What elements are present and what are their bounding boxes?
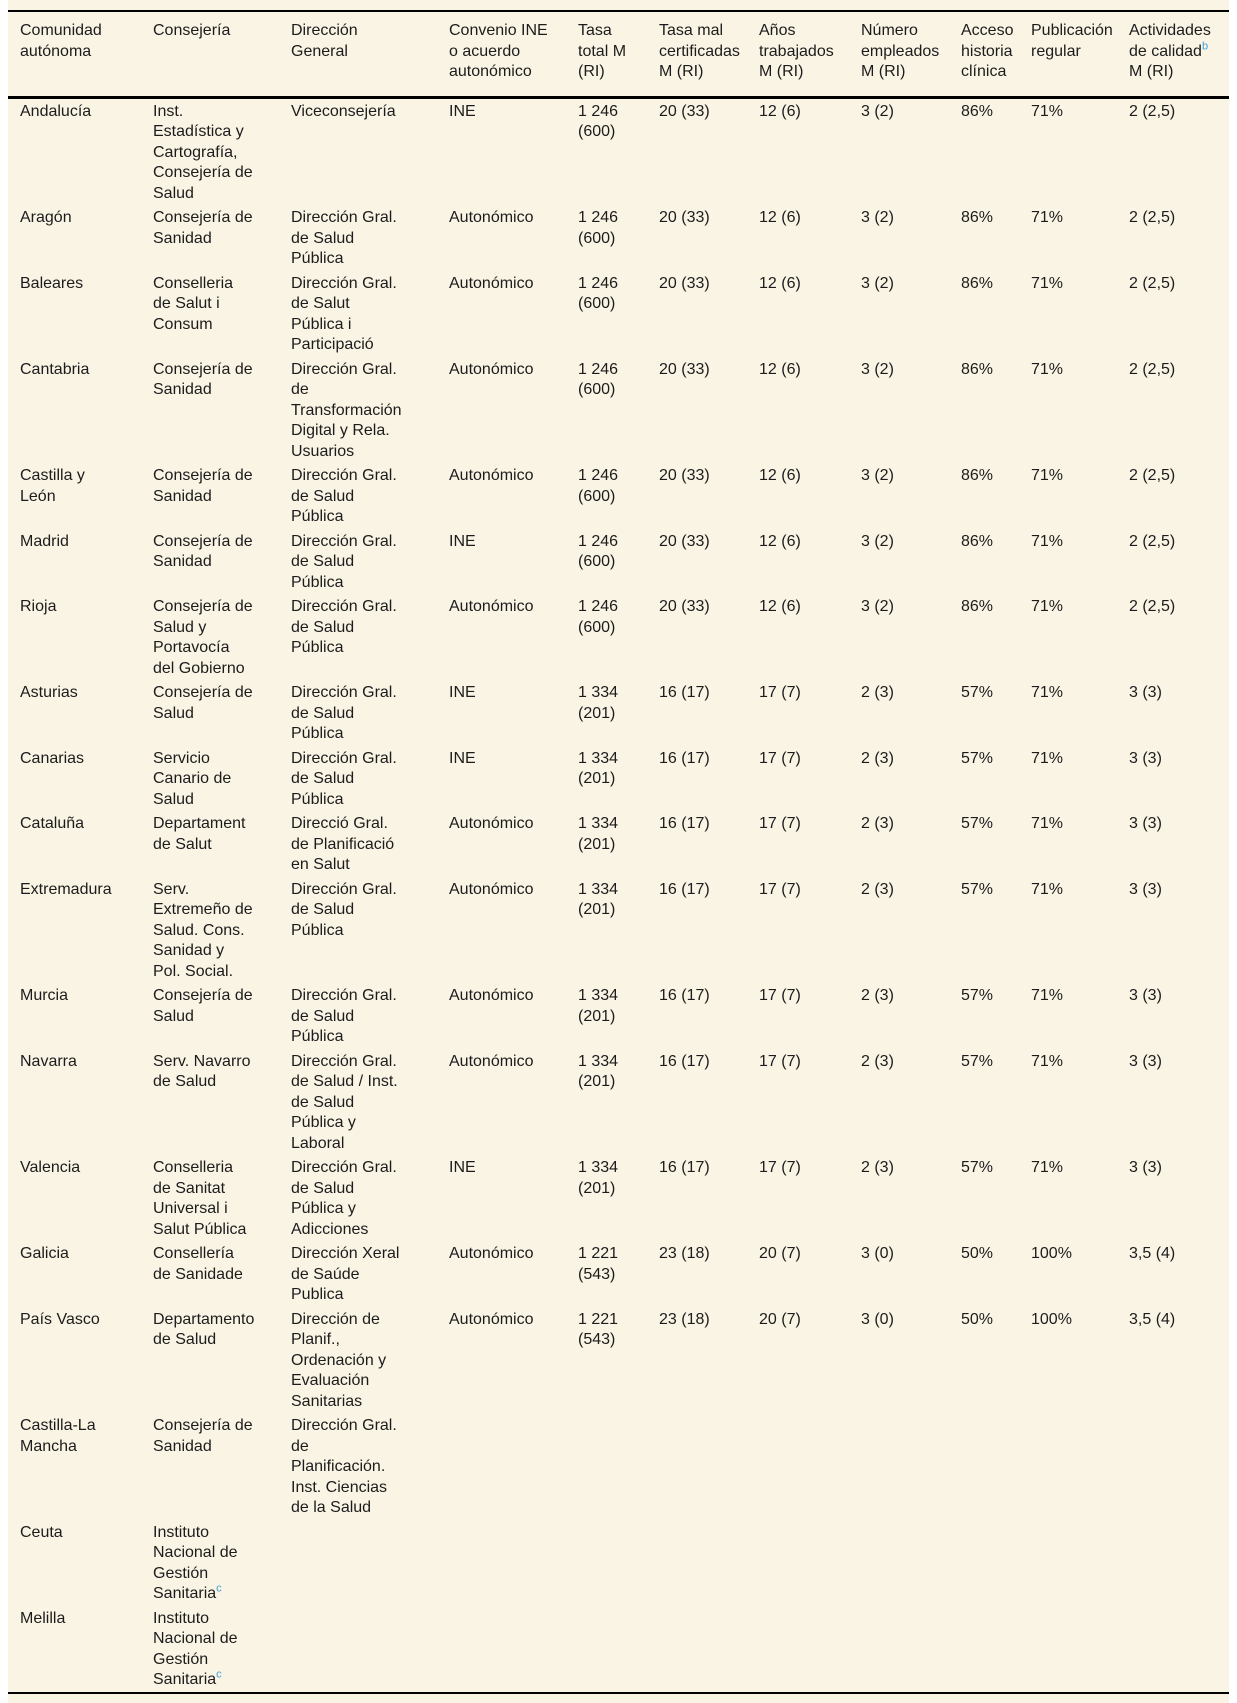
cell-acceso-historia: 86%: [961, 467, 994, 484]
cell-anos-trabajados: 20 (7): [759, 1310, 801, 1328]
cell-anos-trabajados: 17 (7): [759, 749, 801, 767]
cell-comunidad: Aragón: [20, 209, 72, 226]
cell-consejeria: [152, 97, 290, 205]
cell-tasa-mal-certificadas: [658, 1606, 758, 1693]
cell-convenio: Autonómico: [449, 987, 534, 1004]
cell-convenio: Autonómico: [449, 360, 534, 378]
cell-consejeria: [152, 1307, 290, 1414]
cell-direccion-general: [290, 1520, 448, 1606]
header-row: [8, 11, 1229, 97]
cell-comunidad: Canarias: [20, 749, 85, 767]
cell-direccion-general: Direcció Gral. de Planificació en Salut: [291, 815, 395, 873]
cell-comunidad: Melilla: [20, 1609, 66, 1627]
footnote-ref-c: c: [216, 1668, 222, 1681]
cell-numero-empleados: 3 (2): [861, 360, 894, 378]
cell-acceso-historia: 86%: [961, 532, 994, 550]
cell-consejeria: [152, 680, 290, 746]
table-row: [8, 357, 1229, 464]
cell-consejeria: [152, 1413, 290, 1520]
cell-anos-trabajados: 17 (7): [759, 1052, 801, 1070]
cell-comunidad: Ceuta: [20, 1523, 63, 1541]
cell-comunidad: País Vasco: [20, 1310, 100, 1328]
cell-comunidad: Baleares: [20, 274, 84, 292]
cell-consejeria-text: Consejería de Sanidad: [153, 1417, 253, 1455]
cell-consejeria-text: Consellería de Sanidade: [153, 1245, 243, 1283]
cell-acceso-historia: 57%: [961, 987, 994, 1004]
cell-tasa-mal-certificadas: 20 (33): [659, 467, 710, 484]
statistics-table: [8, 10, 1229, 1694]
cell-actividades-calidad: 2 (2,5): [1129, 598, 1176, 615]
cell-consejeria-text: Instituto Nacional de Gestión Sanitaria: [153, 1523, 238, 1602]
cell-comunidad: Cataluña: [20, 815, 85, 832]
cell-acceso-historia: 57%: [961, 1052, 994, 1070]
cell-consejeria: [152, 877, 290, 984]
table-row: [8, 1155, 1229, 1241]
cell-consejeria: [152, 1241, 290, 1307]
cell-tasa-total: 1 221 (543): [578, 1310, 619, 1348]
cell-tasa-mal-certificadas: 16 (17): [659, 749, 710, 767]
cell-publicacion-regular: 71%: [1031, 102, 1064, 120]
cell-numero-empleados: 2 (3): [861, 1052, 894, 1070]
cell-publicacion-regular: 71%: [1031, 360, 1064, 378]
cell-actividades-calidad: 3 (3): [1129, 815, 1162, 832]
footnote-ref-b: b: [1201, 40, 1209, 53]
cell-tasa-mal-certificadas: 20 (33): [659, 532, 710, 550]
cell-numero-empleados: 2 (3): [861, 815, 894, 832]
cell-direccion-general: Dirección Xeral de Saúde Publica: [291, 1245, 400, 1303]
cell-publicacion-regular: 100%: [1031, 1245, 1072, 1262]
cell-convenio: Autonómico: [449, 209, 534, 226]
cell-tasa-mal-certificadas: 20 (33): [659, 102, 710, 120]
cell-consejeria: [152, 529, 290, 595]
cell-acceso-historia: [960, 1413, 1030, 1520]
cell-consejeria: [152, 271, 290, 357]
cell-comunidad: Valencia: [20, 1159, 81, 1176]
cell-acceso-historia: 86%: [961, 102, 994, 120]
cell-consejeria-text: Consejería de Salud y Portavocía del Gobierno: [153, 598, 253, 677]
cell-numero-empleados: 3 (2): [861, 598, 894, 615]
cell-actividades-calidad: 3,5 (4): [1129, 1245, 1176, 1262]
cell-comunidad: Cantabria: [20, 360, 90, 378]
cell-numero-empleados: 2 (3): [861, 684, 894, 701]
table-row: [8, 1049, 1229, 1156]
cell-tasa-mal-certificadas: 16 (17): [659, 1159, 710, 1176]
column-header-numero-empleados: Número empleados M (RI): [860, 11, 960, 97]
cell-direccion-general: Dirección Gral. de Salud Pública: [291, 684, 397, 742]
cell-numero-empleados: 2 (3): [861, 749, 894, 767]
cell-actividades-calidad: [1128, 1606, 1229, 1693]
cell-anos-trabajados: [758, 1606, 860, 1693]
column-header-direccion-general: Dirección General: [290, 11, 448, 97]
cell-tasa-total: 1 246 (600): [578, 467, 619, 505]
cell-consejeria-text: Departamento de Salud: [153, 1310, 255, 1348]
cell-anos-trabajados: 12 (6): [759, 102, 801, 120]
cell-acceso-historia: [960, 1520, 1030, 1606]
cell-comunidad: Castilla y León: [20, 467, 85, 505]
cell-convenio: Autonómico: [449, 1052, 534, 1070]
cell-tasa-total: 1 246 (600): [578, 532, 619, 570]
cell-publicacion-regular: 71%: [1031, 815, 1064, 832]
cell-consejeria-text: Consejería de Sanidad: [153, 209, 253, 247]
table-row: [8, 463, 1229, 529]
cell-numero-empleados: [860, 1606, 960, 1693]
cell-comunidad: Extremadura: [20, 880, 112, 898]
cell-convenio: [448, 1413, 577, 1520]
cell-tasa-total: 1 334 (201): [578, 684, 619, 722]
cell-anos-trabajados: [758, 1413, 860, 1520]
cell-anos-trabajados: 12 (6): [759, 274, 801, 292]
cell-actividades-calidad: 3 (3): [1129, 880, 1162, 898]
cell-consejeria: [152, 1155, 290, 1241]
cell-tasa-total: 1 246 (600): [578, 102, 619, 140]
cell-convenio: Autonómico: [449, 1245, 534, 1262]
cell-tasa-mal-certificadas: 20 (33): [659, 209, 710, 226]
cell-publicacion-regular: 71%: [1031, 1159, 1064, 1176]
table-body: [8, 97, 1229, 1693]
cell-actividades-calidad: 3 (3): [1129, 684, 1162, 701]
cell-actividades-calidad: 2 (2,5): [1129, 274, 1176, 292]
cell-comunidad: Asturias: [20, 684, 78, 701]
cell-tasa-total: 1 334 (201): [578, 1052, 619, 1090]
cell-actividades-calidad: 3 (3): [1129, 1159, 1162, 1176]
cell-consejeria-text: Consejería de Sanidad: [153, 360, 253, 398]
footnote-ref-c: c: [216, 1582, 222, 1595]
cell-acceso-historia: [960, 1606, 1030, 1693]
cell-consejeria: [152, 1606, 290, 1693]
cell-anos-trabajados: 12 (6): [759, 209, 801, 226]
cell-numero-empleados: 2 (3): [861, 880, 894, 898]
cell-tasa-total: 1 334 (201): [578, 880, 619, 918]
cell-tasa-mal-certificadas: 16 (17): [659, 880, 710, 898]
cell-publicacion-regular: 71%: [1031, 598, 1064, 615]
cell-consejeria: [152, 357, 290, 464]
cell-actividades-calidad: 2 (2,5): [1129, 532, 1176, 550]
cell-publicacion-regular: [1030, 1606, 1128, 1693]
cell-consejeria: [152, 205, 290, 271]
cell-anos-trabajados: 20 (7): [759, 1245, 801, 1262]
cell-anos-trabajados: 12 (6): [759, 360, 801, 378]
cell-tasa-mal-certificadas: 16 (17): [659, 987, 710, 1004]
cell-convenio: INE: [449, 532, 476, 550]
cell-publicacion-regular: [1030, 1413, 1128, 1520]
column-header-convenio: Convenio INE o acuerdo autonómico: [448, 11, 577, 97]
table-row: [8, 983, 1229, 1049]
cell-actividades-calidad: 3 (3): [1129, 1052, 1162, 1070]
cell-tasa-total: 1 334 (201): [578, 987, 619, 1025]
cell-consejeria: [152, 983, 290, 1049]
cell-consejeria-text: Consejería de Salud: [153, 684, 253, 722]
cell-tasa-total: 1 221 (543): [578, 1245, 619, 1283]
table-row: [8, 877, 1229, 984]
cell-convenio: INE: [449, 684, 476, 701]
cell-direccion-general: Dirección Gral. de Salud Pública: [291, 598, 397, 656]
table-row: [8, 1307, 1229, 1414]
cell-consejeria-text: Departament de Salut: [153, 815, 246, 853]
table-row: [8, 594, 1229, 680]
statistics-table-container: [8, 0, 1229, 1703]
cell-publicacion-regular: 100%: [1031, 1310, 1072, 1328]
cell-consejeria: [152, 811, 290, 877]
cell-tasa-total: 1 334 (201): [578, 815, 619, 853]
table-header: [8, 11, 1229, 97]
cell-acceso-historia: 57%: [961, 815, 994, 832]
cell-tasa-mal-certificadas: 20 (33): [659, 598, 710, 615]
cell-direccion-general: Dirección Gral. de Salud Pública: [291, 749, 397, 808]
column-header-actividades-calidad: [1128, 11, 1229, 97]
cell-consejeria-text: Conselleria de Salut i Consum: [153, 274, 234, 333]
cell-actividades-calidad: [1128, 1520, 1229, 1606]
cell-acceso-historia: 86%: [961, 598, 994, 615]
cell-comunidad: Murcia: [20, 987, 69, 1004]
cell-actividades-calidad: 3 (3): [1129, 987, 1162, 1004]
cell-publicacion-regular: 71%: [1031, 467, 1064, 484]
cell-acceso-historia: 86%: [961, 274, 994, 292]
cell-tasa-mal-certificadas: 16 (17): [659, 1052, 710, 1070]
cell-consejeria: [152, 1049, 290, 1156]
cell-actividades-calidad: [1128, 1413, 1229, 1520]
cell-numero-empleados: [860, 1520, 960, 1606]
cell-comunidad: Castilla-La Mancha: [20, 1417, 96, 1455]
cell-actividades-calidad: 3,5 (4): [1129, 1310, 1176, 1328]
cell-convenio: Autonómico: [449, 880, 534, 898]
cell-anos-trabajados: 17 (7): [759, 880, 801, 898]
cell-numero-empleados: [860, 1413, 960, 1520]
cell-anos-trabajados: 12 (6): [759, 467, 801, 484]
cell-convenio: Autonómico: [449, 598, 534, 615]
cell-tasa-total: 1 246 (600): [578, 274, 619, 312]
cell-actividades-calidad: 2 (2,5): [1129, 467, 1176, 484]
cell-numero-empleados: 2 (3): [861, 1159, 894, 1176]
column-header-actividades-label: Actividades de calidad: [1129, 22, 1211, 60]
column-header-tasa-total: Tasa total M (RI): [577, 11, 658, 97]
cell-tasa-mal-certificadas: [658, 1520, 758, 1606]
cell-anos-trabajados: 17 (7): [759, 1159, 801, 1176]
table-row: [8, 1520, 1229, 1606]
cell-direccion-general: Dirección Gral. de Planificación. Inst. Ciencias de la Salud: [291, 1417, 397, 1516]
cell-direccion-general: Dirección Gral. de Salud Pública: [291, 209, 397, 267]
cell-comunidad: Galicia: [20, 1245, 69, 1262]
cell-publicacion-regular: 71%: [1031, 684, 1064, 701]
cell-tasa-mal-certificadas: [658, 1413, 758, 1520]
cell-numero-empleados: 2 (3): [861, 987, 894, 1004]
cell-direccion-general: Dirección Gral. de Salud Pública y Adicciones: [291, 1159, 397, 1238]
table-row: [8, 811, 1229, 877]
cell-tasa-total: 1 334 (201): [578, 749, 619, 787]
cell-consejeria-text: Servicio Canario de Salud: [153, 749, 232, 808]
cell-consejeria: [152, 746, 290, 812]
cell-convenio: Autonómico: [449, 815, 534, 832]
cell-consejeria-text: Serv. Navarro de Salud: [153, 1052, 251, 1090]
cell-tasa-total: 1 334 (201): [578, 1159, 619, 1197]
cell-convenio: Autonómico: [449, 467, 534, 484]
cell-tasa-total: 1 246 (600): [578, 598, 619, 636]
cell-direccion-general: [290, 1606, 448, 1693]
cell-anos-trabajados: 17 (7): [759, 987, 801, 1004]
cell-tasa-mal-certificadas: 20 (33): [659, 360, 710, 378]
cell-anos-trabajados: 17 (7): [759, 684, 801, 701]
cell-acceso-historia: 86%: [961, 360, 994, 378]
table-row: [8, 1413, 1229, 1520]
cell-publicacion-regular: 71%: [1031, 987, 1064, 1004]
cell-convenio: [448, 1606, 577, 1693]
cell-publicacion-regular: 71%: [1031, 749, 1064, 767]
table-row: [8, 680, 1229, 746]
column-header-acceso-historia: Acceso historia clínica: [960, 11, 1030, 97]
cell-comunidad: Rioja: [20, 598, 57, 615]
cell-tasa-total: [577, 1606, 658, 1693]
cell-comunidad: Andalucía: [20, 102, 92, 120]
table-row: [8, 1606, 1229, 1693]
cell-acceso-historia: 50%: [961, 1310, 994, 1328]
cell-anos-trabajados: [758, 1520, 860, 1606]
cell-numero-empleados: 3 (0): [861, 1245, 894, 1262]
cell-anos-trabajados: 12 (6): [759, 532, 801, 550]
cell-tasa-mal-certificadas: 16 (17): [659, 684, 710, 701]
cell-direccion-general: Dirección Gral. de Salud Pública: [291, 467, 397, 525]
cell-numero-empleados: 3 (0): [861, 1310, 894, 1328]
cell-consejeria-text: Consejería de Sanidad: [153, 532, 253, 570]
cell-tasa-total: [577, 1520, 658, 1606]
cell-acceso-historia: 57%: [961, 684, 994, 701]
cell-direccion-general: Dirección Gral. de Salut Pública i Participació: [291, 274, 397, 353]
column-header-actividades-suffix: M (RI): [1129, 63, 1174, 80]
cell-tasa-total: 1 246 (600): [578, 360, 619, 398]
cell-numero-empleados: 3 (2): [861, 102, 894, 120]
column-header-tasa-mal-certificadas: Tasa mal certificadas M (RI): [658, 11, 758, 97]
cell-consejeria-text: Inst. Estadística y Cartografía, Consejería de Salud: [153, 102, 253, 202]
cell-acceso-historia: 57%: [961, 749, 994, 767]
cell-comunidad: Madrid: [20, 532, 69, 550]
cell-acceso-historia: 57%: [961, 1159, 994, 1176]
cell-direccion-general: Dirección de Planif., Ordenación y Evaluación Sanitarias: [291, 1310, 387, 1410]
table-row: [8, 97, 1229, 205]
column-header-consejeria: Consejería: [152, 11, 290, 97]
cell-anos-trabajados: 17 (7): [759, 815, 801, 832]
cell-numero-empleados: 3 (2): [861, 209, 894, 226]
cell-numero-empleados: 3 (2): [861, 274, 894, 292]
cell-actividades-calidad: 3 (3): [1129, 749, 1162, 767]
cell-consejeria-text: Consejería de Salud: [153, 987, 253, 1025]
cell-consejeria-text: Consejería de Sanidad: [153, 467, 253, 505]
cell-consejeria: [152, 1520, 290, 1606]
cell-tasa-total: [577, 1413, 658, 1520]
table-row: [8, 529, 1229, 595]
cell-consejeria: [152, 594, 290, 680]
cell-convenio: Autonómico: [449, 1310, 534, 1328]
cell-direccion-general: Viceconsejería: [291, 102, 396, 120]
cell-acceso-historia: 86%: [961, 209, 994, 226]
cell-acceso-historia: 50%: [961, 1245, 994, 1262]
table-row: [8, 1241, 1229, 1307]
cell-direccion-general: Dirección Gral. de Transformación Digital y Rela. Usuarios: [291, 360, 402, 460]
column-header-comunidad: Comunidad autónoma: [8, 11, 152, 97]
cell-direccion-general: Dirección Gral. de Salud / Inst. de Salud Pública y Laboral: [291, 1052, 398, 1152]
cell-consejeria-text: Conselleria de Sanitat Universal i Salut Pública: [153, 1159, 247, 1238]
cell-tasa-mal-certificadas: 23 (18): [659, 1245, 710, 1262]
column-header-anos-trabajados: Años trabajados M (RI): [758, 11, 860, 97]
cell-actividades-calidad: 2 (2,5): [1129, 360, 1176, 378]
cell-publicacion-regular: 71%: [1031, 1052, 1064, 1070]
cell-consejeria: [152, 463, 290, 529]
cell-consejeria-text: Serv. Extremeño de Salud. Cons. Sanidad y Pol. Social.: [153, 880, 253, 980]
cell-direccion-general: Dirección Gral. de Salud Pública: [291, 987, 397, 1045]
cell-comunidad: Navarra: [20, 1052, 77, 1070]
cell-tasa-mal-certificadas: 20 (33): [659, 274, 710, 292]
cell-actividades-calidad: 2 (2,5): [1129, 209, 1176, 226]
cell-direccion-general: Dirección Gral. de Salud Pública: [291, 880, 397, 939]
table-row: [8, 205, 1229, 271]
cell-publicacion-regular: 71%: [1031, 209, 1064, 226]
cell-numero-empleados: 3 (2): [861, 532, 894, 550]
cell-convenio: INE: [449, 102, 476, 120]
column-header-publicacion-regular: Publicación regular: [1030, 11, 1128, 97]
cell-direccion-general: Dirección Gral. de Salud Pública: [291, 532, 397, 591]
cell-tasa-total: 1 246 (600): [578, 209, 619, 247]
cell-convenio: [448, 1520, 577, 1606]
table-row: [8, 271, 1229, 357]
cell-numero-empleados: 3 (2): [861, 467, 894, 484]
cell-anos-trabajados: 12 (6): [759, 598, 801, 615]
cell-convenio: INE: [449, 749, 476, 767]
cell-convenio: INE: [449, 1159, 476, 1176]
cell-actividades-calidad: 2 (2,5): [1129, 102, 1176, 120]
table-row: [8, 746, 1229, 812]
cell-tasa-mal-certificadas: 16 (17): [659, 815, 710, 832]
cell-consejeria-text: Instituto Nacional de Gestión Sanitaria: [153, 1609, 238, 1688]
cell-publicacion-regular: 71%: [1031, 532, 1064, 550]
cell-tasa-mal-certificadas: 23 (18): [659, 1310, 710, 1328]
cell-convenio: Autonómico: [449, 274, 534, 292]
cell-publicacion-regular: 71%: [1031, 274, 1064, 292]
cell-publicacion-regular: [1030, 1520, 1128, 1606]
cell-publicacion-regular: 71%: [1031, 880, 1064, 898]
cell-acceso-historia: 57%: [961, 880, 994, 898]
